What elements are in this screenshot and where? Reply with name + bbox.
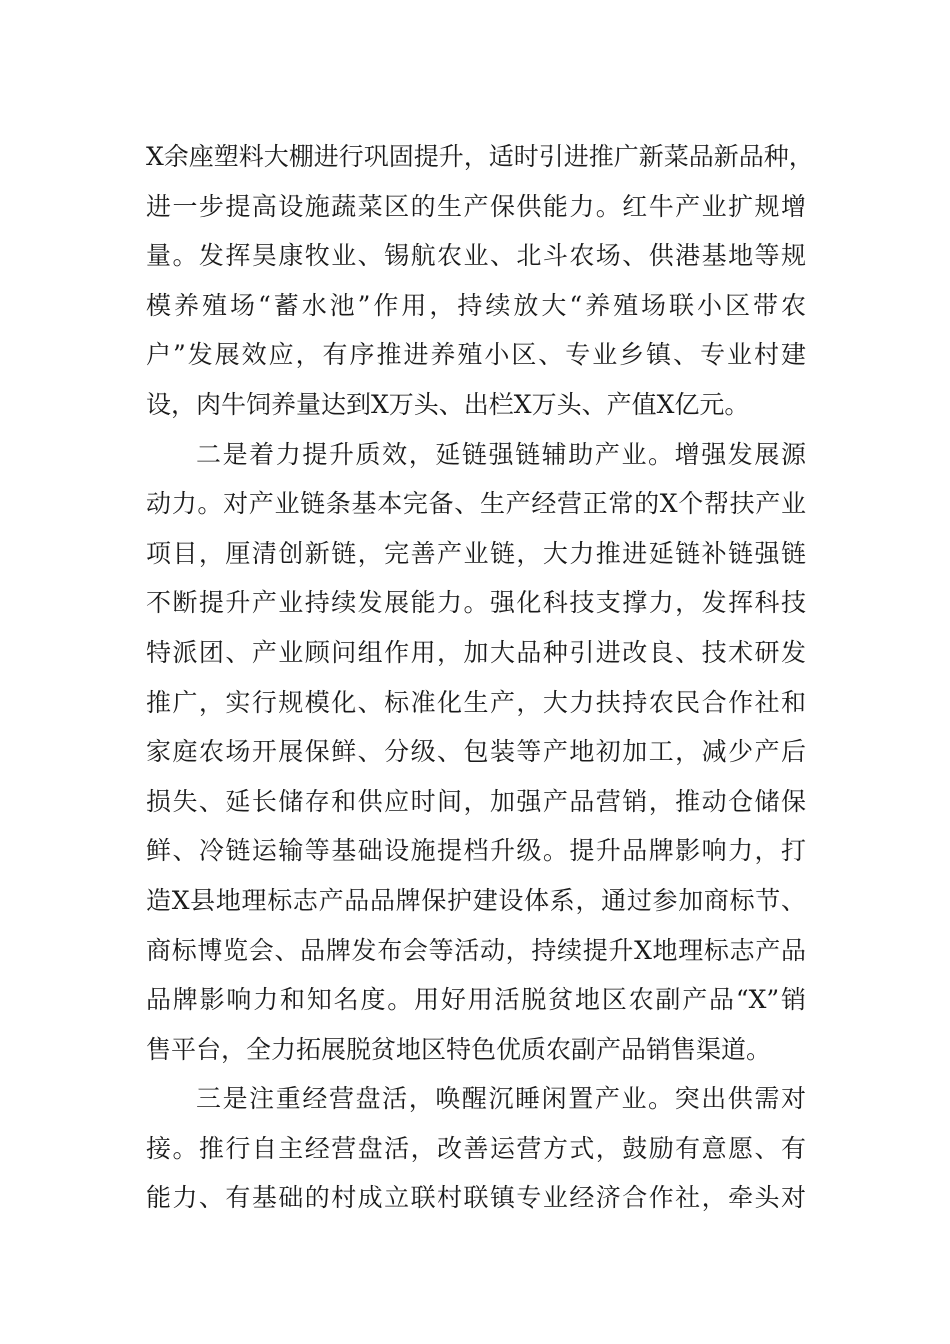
paragraph-heading-line: 三是注重经营盘活，唤醒沉睡闲置产业。突出供需对 — [196, 1084, 806, 1114]
paragraph-heading-line: 二是着力提升质效，延链强链辅助产业。增强发展源 — [196, 439, 806, 469]
document-body — [146, 132, 814, 1223]
text-line: 接。推行自主经营盘活，改善运营方式，鼓励有意愿、有 — [146, 1133, 806, 1163]
text-line: 动力。对产业链条基本完备、生产经营正常的X个帮扶产业 — [146, 489, 806, 519]
text-line: X余座塑料大棚进行巩固提升，适时引进推广新菜品新品种， — [146, 142, 814, 171]
text-line: 家庭农场开展保鲜、分级、包装等产地初加工，减少产后 — [146, 737, 806, 767]
text-line: 项目，厘清创新链，完善产业链，大力推进延链补链强链 — [146, 538, 806, 568]
text-line: 模养殖场“蓄水池”作用，持续放大“养殖场联小区带农 — [146, 290, 806, 320]
text-line: 特派团、产业顾问组作用，加大品种引进改良、技术研发 — [146, 637, 806, 667]
text-line: 量。发挥昊康牧业、锡航农业、北斗农场、供港基地等规 — [146, 241, 806, 271]
text-line: 售平台，全力拓展脱贫地区特色优质农副产品销售渠道。 — [146, 1034, 772, 1064]
text-line: 造X县地理标志产品品牌保护建设体系，通过参加商标节、 — [146, 885, 806, 915]
text-line: 推广，实行规模化、标准化生产，大力扶持农民合作社和 — [146, 687, 806, 717]
text-line: 进一步提高设施蔬菜区的生产保供能力。红牛产业扩规增 — [146, 191, 806, 221]
text-line: 品牌影响力和知名度。用好用活脱贫地区农副产品“X”销 — [146, 985, 806, 1015]
text-line: 鲜、冷链运输等基础设施提档升级。提升品牌影响力，打 — [146, 836, 806, 866]
text-line: 设，肉牛饲养量达到X万头、出栏X万头、产值X亿元。 — [146, 389, 750, 419]
text-line: 能力、有基础的村成立联村联镇专业经济合作社，牵头对 — [146, 1183, 806, 1213]
text-line: 损失、延长储存和供应时间，加强产品营销，推动仓储保 — [146, 786, 806, 816]
text-line: 户”发展效应，有序推进养殖小区、专业乡镇、专业村建 — [146, 340, 806, 370]
text-line: 商标博览会、品牌发布会等活动，持续提升X地理标志产品 — [146, 935, 806, 965]
text-line: 不断提升产业持续发展能力。强化科技支撑力，发挥科技 — [146, 588, 806, 618]
